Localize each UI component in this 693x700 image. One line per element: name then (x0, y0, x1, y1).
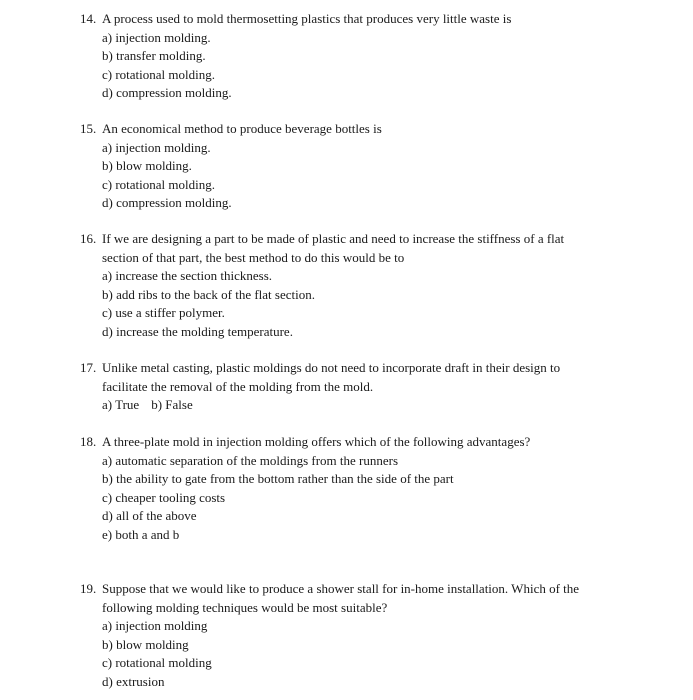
question-number: 17. (80, 360, 97, 375)
question-stem-line (80, 120, 620, 139)
answer-option-a: a) injection molding (102, 618, 208, 633)
question-text: An economical method to produce beverage bottles is (102, 121, 382, 136)
question-text: If we are designing a part to be made of plastic and need to increase the stiffness of a flat (102, 231, 565, 246)
question-text: A process used to mold thermosetting plastics that produces very little waste is (102, 11, 512, 26)
question-19 (80, 580, 620, 691)
answer-option-b: b) blow molding (102, 636, 189, 652)
answer-option-c: c) rotational molding. (102, 66, 216, 82)
answer-option-d: d) compression molding. (102, 195, 232, 210)
question-number: 19. (80, 581, 97, 596)
question-number: 18. (80, 434, 97, 449)
question-number: 14. (80, 11, 97, 26)
question-text: Suppose that we would like to produce a shower stall for in-home installation. Which of the (102, 581, 580, 596)
question-number: 15. (80, 121, 97, 136)
question-stem-line (80, 230, 620, 249)
answer-option-c: c) rotational molding. (102, 176, 216, 192)
question-18 (80, 433, 620, 544)
question-stem-line (80, 359, 620, 378)
question-stem-line (80, 433, 620, 452)
answer-option-b: b) False (151, 397, 193, 412)
answer-option-d: d) all of the above (102, 508, 197, 523)
answer-option-b: b) add ribs to the back of the flat section. (102, 286, 315, 302)
question-17 (80, 359, 620, 415)
question-15 (80, 120, 620, 213)
question-text-continued: facilitate the removal of the molding from the mold. (102, 378, 374, 394)
answer-option-c: c) cheaper tooling costs (102, 489, 226, 505)
question-text-continued: section of that part, the best method to do this would be to (102, 249, 405, 265)
answer-option-e: e) both a and b (102, 526, 180, 542)
answer-options-row (80, 396, 620, 415)
answer-option-b: b) blow molding. (102, 158, 192, 173)
question-text: Unlike metal casting, plastic moldings do not need to incorporate draft in their design to (102, 360, 561, 375)
answer-option-d: d) increase the molding temperature. (102, 323, 293, 339)
answer-option-a: a) injection molding. (102, 29, 211, 45)
question-stem-line (80, 10, 620, 29)
question-14 (80, 10, 620, 103)
question-number: 16. (80, 231, 97, 246)
answer-option-a: a) increase the section thickness. (102, 268, 273, 283)
answer-option-b: b) transfer molding. (102, 48, 206, 63)
answer-option-a: a) automatic separation of the moldings from the runners (102, 452, 399, 468)
answer-option-a: a) True (102, 397, 140, 412)
answer-option-d: d) compression molding. (102, 85, 232, 100)
answer-option-d: d) extrusion (102, 673, 165, 689)
answer-option-c: c) use a stiffer polymer. (102, 305, 225, 320)
question-text-continued: following molding techniques would be most suitable? (102, 599, 388, 615)
answer-option-b: b) the ability to gate from the bottom rather than the side of the part (102, 471, 454, 486)
answer-option-c: c) rotational molding (102, 655, 212, 670)
answer-option-a: a) injection molding. (102, 139, 211, 155)
question-stem-line (80, 580, 620, 599)
question-text: A three-plate mold in injection molding offers which of the following advantages? (102, 434, 531, 449)
question-16 (80, 230, 620, 341)
